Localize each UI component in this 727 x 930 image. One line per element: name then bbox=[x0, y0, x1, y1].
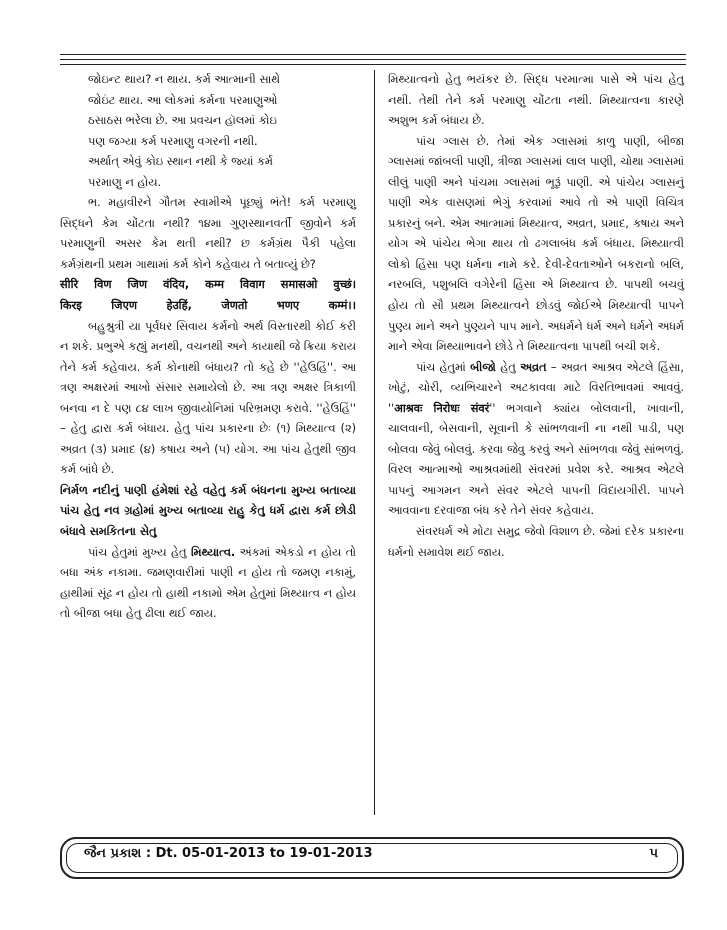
bold-stanza: નિર્મળ નદીનું પાણી હંમેશાં રહે વહેતુ કર્મ બંધનના મુખ્ય બતાવ્યા પાંચ હેતુ નવ ગ્રહોમાં મુખ્ય બતાવ્યા રાહુ કેતુ ધર્મ દ્વારા કર્મ છોડી બંધાવે સમકિતના સેતુ bbox=[60, 483, 356, 539]
intro-line-5: અર્થાત્ એવું કોઇ સ્થાન નથી કે જ્યાં કર્મ bbox=[88, 155, 273, 169]
verse-line-2: किरइ जिएण हेउहिं, जेणतो भणए कम्मं।। bbox=[60, 299, 356, 313]
header-rule-middle bbox=[60, 59, 686, 60]
footer-page-number: ૫ bbox=[649, 846, 658, 861]
mithyatva-paragraph bbox=[60, 543, 356, 625]
footer-box bbox=[60, 837, 684, 879]
p3-end: '' ભગવાને ક્યાંય બોલવાની, ખાવાની, ચાલવાની, બેસવાની, સૂવાની કે સાંભળવાની ના નથી પાડી, પણ બોલવા જેવું બોલવું. કરવા જેવુ કરવું અને સાંભળવા જેવું સાંભળવું. વિરલ આત્માઓ આશ્રવમાંથી સંવરમાં પ્રવેશ કરે. આશ્રવ એટલે પાપનું આગમન અને સંવર એટલે પાપની વિદાયગીરી. પાપને આવવાના દરવાજા બંધ કરે તેને સંવર કહેવાય. bbox=[388, 401, 684, 518]
question-paragraph: ભ. મહાવીરને ગૌતમ સ્વામીએ પૂછ્યું ભંતે! કર્મ પરમાણુ સિદ્ધને કેમ ચોંટતા નથી? ૧૪મા ગુણસ્થાનવર્તી જીવોને કર્મ પરમાણુની અસર કેમ થતી નથી? છ કર્મગ્રંથ પૈકી પહેલા કર્મગ્રંથની પ્રથમ ગાથામાં કર્મ કોને કહેવાય તે બતાવ્યું છે? bbox=[60, 196, 356, 271]
right-paragraph-1: મિથ્યાત્વનો હેતુ ભયંકર છે. સિદ્ધ પરમાત્મા પાસે એ પાંચ હેતુ નથી. તેથી તેને કર્મ પરમાણુ ચોંટતા નથી. મિથ્યાત્વના કારણે અશુભ કર્મ બંધાય છે. bbox=[388, 73, 684, 128]
p3-body: – અવ્રત આશ્રવ એટલે હિંસા, ખોટું, ચોરી, વ્યભિચારને અટકાવવા માટે વિરતિભાવમાં આવવું. '' bbox=[388, 360, 684, 415]
column-divider bbox=[374, 70, 375, 815]
intro-line-3: ઠસાઠસ ભરેલા છે. આ પ્રવચન હૉલમાં કોઇ bbox=[88, 114, 277, 128]
right-paragraph-3 bbox=[388, 358, 684, 522]
right-paragraph-4: સંવરધર્મ એ મોટા સમુદ્ર જેવો વિશાળ છે. જેમાં દરેક પ્રકારના ધર્મનો સમાવેશ થઈ જાય. bbox=[388, 525, 684, 559]
p3-bold-second: બીજો bbox=[470, 360, 496, 374]
left-column bbox=[60, 70, 356, 625]
p3-mid: હેતુ bbox=[495, 360, 521, 374]
right-paragraph-2: પાંચ ગ્લાસ છે. તેમાં એક ગ્લાસમાં કાળુ પાણી, બીજા ગ્લાસમાં જાંબલી પાણી, ત્રીજા ગ્લાસમાં લાલ પાણી, ચોથા ગ્લાસમાં લીલું પાણી અને પાંચમા ગ્લાસમાં ભૂરૂં પાણી. એ પાંચેય ગ્લાસનું પાણી એક વાસણમાં ભેગું કરવામાં આવે તો એ પાણી વિચિત્ર પ્રકારનું બને. એમ આત્મામાં મિથ્યાત્વ, અવ્રત, પ્રમાદ, કષાય અને યોગ એ પાંચેય ભેગા થાય તો ઢગલાબંધ કર્મ બંધાય. મિથ્યાત્વી લોકો હિંસા પણ ધર્મના નામે કરે. દેવી-દેવતાઓને બકરાનો બલિ, નરબલિ, પશુબલિ વગેરેની હિંસા એ મિથ્યાત્વ છે. પાપથી બચવું હોય તો સૌ પ્રથમ મિથ્યાત્વને છોડવું જોઈએ મિથ્યાત્વી પાપને પુણ્ય માને અને પુણ્યને પાપ માને. અધર્મને ધર્મ અને ધર્મને અધર્મ માને એવા મિથ્યાભાવને છોડે તે મિથ્યાત્વના પાપથી બચી શકે. bbox=[388, 134, 684, 354]
p3-bold-avrat: અવ્રત bbox=[520, 360, 547, 374]
bahushruti-paragraph: બહુશ્રુત્રી યા પૂર્વધર સિવાય કર્મનો અર્થ વિસ્તારથી કોઈ કરી ન શકે. પ્રભુએ કહ્યું મનથી, વચનથી અને કાયાથી જે ક્રિયા કરાય તેને કર્મ કહેવાય. કર્મ કોનાથી બંધાય? તો કહે છે ''હેઉહિં''. આ ત્રણ અક્ષરમાં આખો સંસાર સમાયેલો છે. આ ત્રણ અક્ષર ત્રિકાળી બનવા ન દે પણ ૮૪ લાખ જીવાયોનિમાં પરિભ્રમણ કરાવે. ''હેઉહિં'' – હેતુ દ્વારા કર્મ બંધાય. હેતુ પાંચ પ્રકારના છેઃ (૧) મિથ્યાત્વ (૨) અવ્રત (૩) પ્રમાદ (૪) કષાય અને (૫) યોગ. આ પાંચ હેતુથી જીવ કર્મ બાંધે છે. bbox=[60, 319, 356, 477]
intro-line-2: જોઇંટ થાય. આ લોકમાં કર્મના પરમાણુઓ bbox=[88, 93, 278, 107]
header-rule-bottom bbox=[60, 64, 686, 65]
p3-sutra: आश्रवः निरोधः संवरं bbox=[394, 401, 490, 415]
footer-publication: જૈન પ્રકાશ : Dt. 05-01-2013 to 19-01-2013 bbox=[84, 846, 373, 861]
header-rule-top bbox=[60, 54, 686, 55]
p3-lead: પાંચ હેતુમાં bbox=[416, 360, 471, 374]
mithyatva-term: મિથ્યાત્વ. bbox=[190, 545, 236, 559]
mithyatva-lead: પાંચ હેતુમાં મુખ્ય હેતુ bbox=[88, 545, 191, 559]
verse-line-1: सीरि विण जिण वंदिय, कम्म विवाग समासओ वुच्छं। bbox=[60, 278, 356, 292]
intro-line-1: જોઇન્ટ થાય? ન થાય. કર્મ આત્માની સાથે bbox=[88, 73, 280, 86]
intro-line-6: પરમાણુ ન હોય. bbox=[88, 175, 162, 189]
intro-line-4: પણ જગ્યા કર્મ પરમાણુ વગરની નથી. bbox=[88, 134, 258, 148]
right-column bbox=[388, 70, 684, 563]
mithyatva-body: અંકમાં એકડો ન હોય તો બધા અંક નકામા. જમણવારીમાં પાણી ન હોય તો જમણ નકામું, હાથીમાં સૂંઢ ન હોય તો હાથી નકામો એમ હેતુમાં મિથ્યાત્વ ન હોય તો બીજા બધા હેતુ ઢીલા થઈ જાય. bbox=[60, 545, 357, 621]
